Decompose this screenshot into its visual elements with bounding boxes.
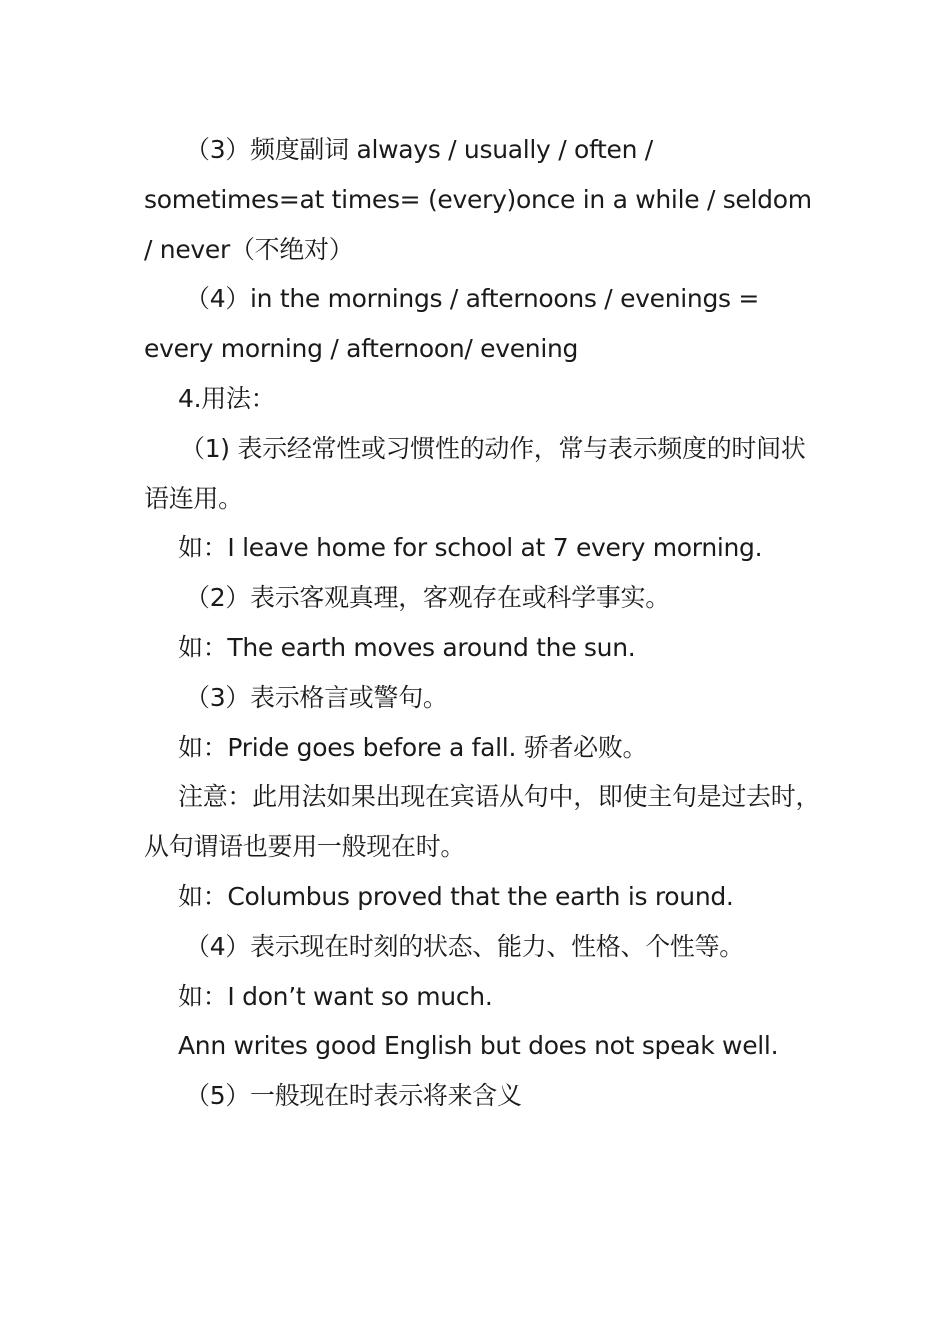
text-line: （1) 表示经常性或习惯性的动作，常与表示频度的时间状 [180,433,806,463]
document-body [144,125,824,1121]
text-line: （4）in the mornings / afternoons / evenings = [185,284,760,314]
note-line: 从句谓语也要用一般现在时。 [144,832,466,862]
text-line: sometimes=at times= (every)once in a while / seldom [144,184,812,214]
example-line: 如：I don’t want so much. [178,981,493,1011]
text-line: every morning / afternoon/ evening [144,334,579,364]
text-line: （3）表示格言或警句。 [185,682,448,712]
example-line: 如：Pride goes before a fall. 骄者必败。 [178,732,648,762]
text-line: （2）表示客观真理，客观存在或科学事实。 [185,583,670,613]
example-line: 如：The earth moves around the sun. [178,632,636,662]
text-line: （3）频度副词 always / usually / often / [185,135,653,164]
example-line: 如：I leave home for school at 7 every morning. [178,533,763,563]
example-line: Ann writes good English but does not speak well. [178,1031,779,1061]
text-line: （5）一般现在时表示将来含义 [185,1081,522,1111]
note-line: 注意：此用法如果出现在宾语从句中，即使主句是过去时， [178,782,821,812]
text-line: 语连用。 [144,483,243,513]
section-heading: 4.用法： [178,383,276,413]
text-line: / never（不绝对） [144,234,354,264]
text-line: （4）表示现在时刻的状态、能力、性格、个性等。 [185,931,745,961]
example-line: 如：Columbus proved that the earth is round. [178,881,734,911]
